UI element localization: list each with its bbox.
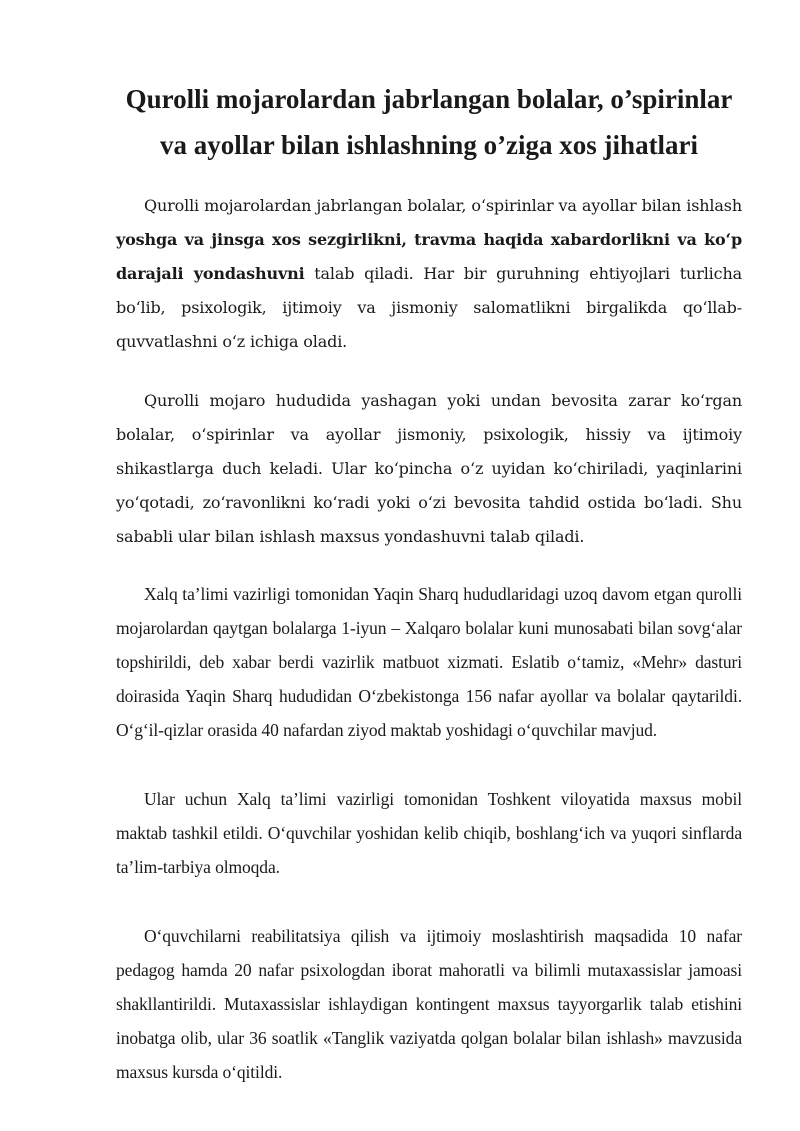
paragraph-1-emphasis: yoshga va jinsga xos sezgirlikni, travma haqida xabardorlikni va ko‘p darajali yondashuvni <box>116 230 742 283</box>
paragraph-1-rest: talab qiladi. Har bir guruhning ehtiyojlari turlicha bo‘lib, psixologik, ijtimoiy va jismoniy salomatlikni birgalikda qo‘llab-quvvatlashni o‘z ichiga oladi. <box>116 264 742 351</box>
paragraph-3: Xalq ta’limi vazirligi tomonidan Yaqin Sharq hududlaridagi uzoq davom etgan qurolli mojarolardan qaytgan bolalarga 1-iyun – Xalqaro bolalar kuni munosabati bilan sovg‘alar topshirildi, deb xabar berdi vazirlik matbuot xizmati. Eslatib o‘tamiz, «Mehr» dasturi doirasida Yaqin Sharq hududidan O‘zbekistonga 156 nafar ayollar va bolalar qaytarildi. O‘g‘il-qizlar orasida 40 nafardan ziyod maktab yoshidagi o‘quvchilar mavjud. <box>116 584 742 740</box>
paragraph-5: O‘quvchilarni reabilitatsiya qilish va ijtimoiy moslashtirish maqsadida 10 nafar pedagog hamda 20 nafar psixologdan iborat mahoratli va bilimli mutaxassislar jamoasi shakllantirildi. Mutaxassislar ishlaydigan kontingent maxsus tayyorgarlik talab etishini inobatga olib, ular 36 soatlik «Tanglik vaziyatda qolgan bolalar bilan ishlash» mavzusida maxsus kursda o‘qitildi. <box>116 926 742 1082</box>
paragraph-1-intro: Qurolli mojarolardan jabrlangan bolalar, o‘spirinlar va ayollar bilan ishlash <box>144 196 742 215</box>
paragraph-1 <box>116 189 742 359</box>
document-page <box>116 0 742 1089</box>
document-title: Qurolli mojarolardan jabrlangan bolalar, o’spirinlar va ayollar bilan ishlashning o’ziga xos jihatlari <box>125 84 733 160</box>
paragraph-4: Ular uchun Xalq ta’limi vazirligi tomonidan Toshkent viloyatida maxsus mobil maktab tashkil etildi. O‘quvchilar yoshidan kelib chiqib, boshlang‘ich va yuqori sinflarda ta’lim-tarbiya olmoqda. <box>116 789 742 877</box>
paragraph-2: Qurolli mojaro hududida yashagan yoki undan bevosita zarar ko‘rgan bolalar, o‘spirinlar va ayollar jismoniy, psixologik, hissiy va ijtimoiy shikastlarga duch keladi. Ular ko‘pincha o‘z uyidan ko‘chiriladi, yaqinlarini yo‘qotadi, zo‘ravonlikni ko‘radi yoki o‘zi bevosita tahdid ostida bo‘ladi. Shu sababli ular bilan ishlash maxsus yondashuvni talab qiladi. <box>116 391 742 546</box>
